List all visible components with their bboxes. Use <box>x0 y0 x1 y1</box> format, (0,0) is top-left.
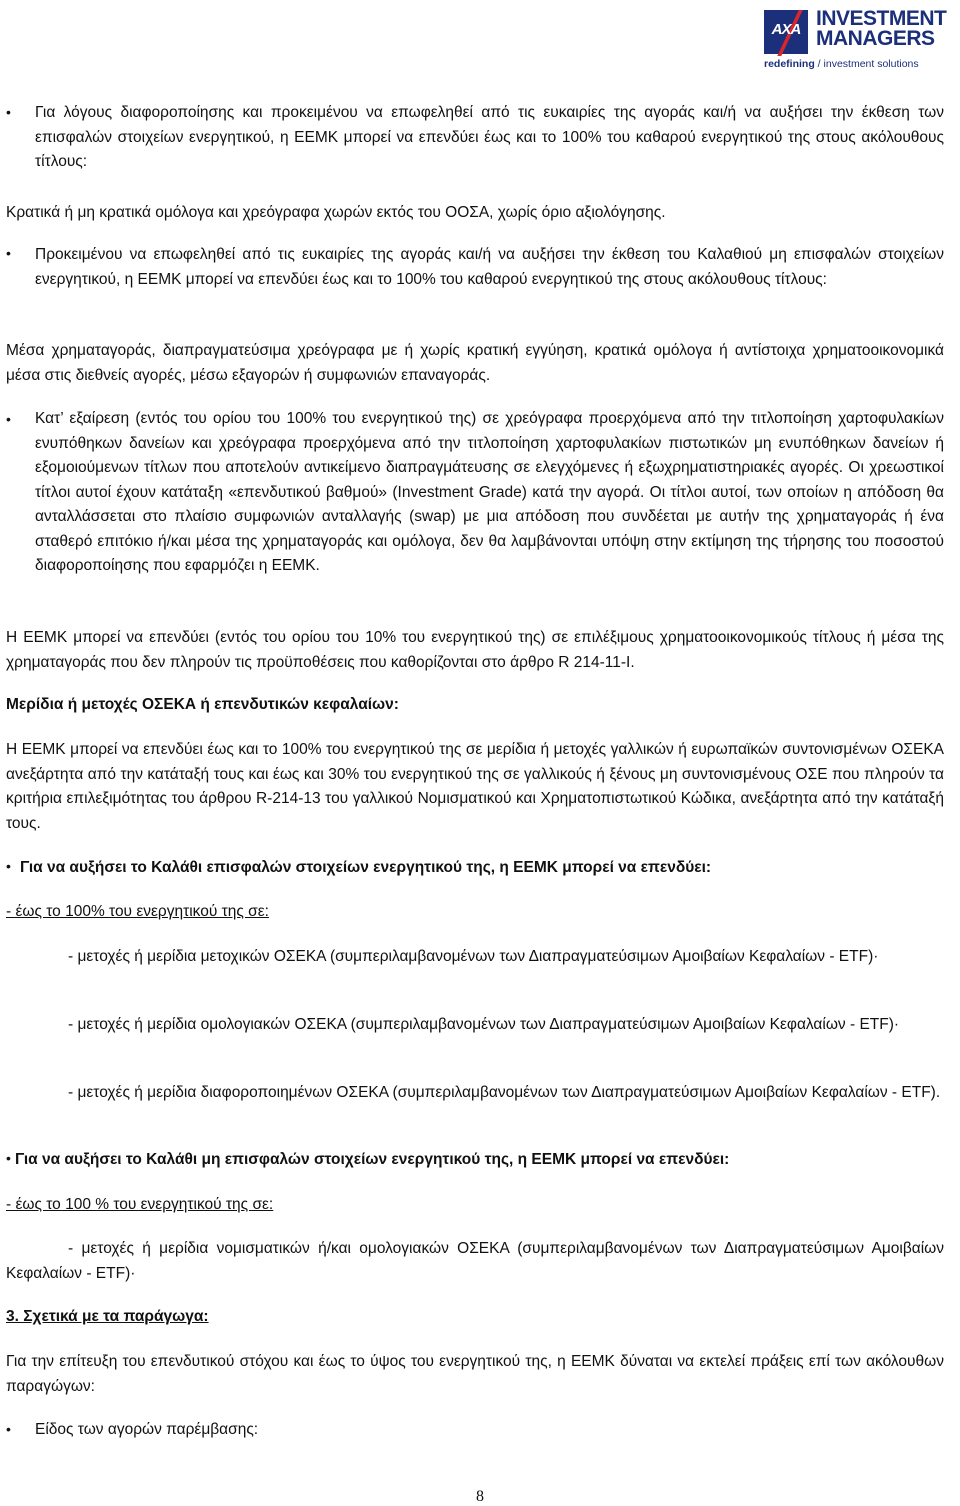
paragraph-8: Για την επίτευξη του επενδυτικού στόχου και έως το ύψος του ενεργητικού της, η ΕΕΜΚ δύναται να εκτελεί πράξεις επί των ακόλουθων παραγώγων: <box>6 1353 944 1395</box>
paragraph-2: Κρατικά ή μη κρατικά ομόλογα και χρεόγραφα χωρών εκτός του ΟΟΣΑ, χωρίς όριο αξιολόγησης. <box>6 204 666 221</box>
subheading-up-to-100: - έως το 100% του ενεργητικού της σε: <box>6 903 269 920</box>
dash-item-1: - μετοχές ή μερίδια μετοχικών ΟΣΕΚΑ (συμπεριλαμβανομένων των Διαπραγματεύσιμων Αμοιβαίων Κεφαλαίων - ETF)· <box>68 948 879 965</box>
page-number: 8 <box>476 1488 484 1505</box>
brand-line-1: INVESTMENT <box>816 7 947 30</box>
subheading-up-to-100-b: - έως το 100 % του ενεργητικού της σε: <box>6 1196 274 1213</box>
bullet-icon: • <box>6 411 11 427</box>
axa-im-logo <box>764 6 956 70</box>
paragraph-3-text: Προκειμένου να επωφεληθεί από τις ευκαιρίες της αγοράς και/ή να αυξήσει την έκθεση του Καλαθιού μη επισφαλών στοιχείων ενεργητικού, η ΕΕΜΚ μπορεί να επενδύει έως και το 100% του καθαρού ενεργητικού της στους ακόλουθους τίτλους: <box>35 246 944 288</box>
paragraph-5: Κατ’ εξαίρεση (εντός του ορίου του 100% του ενεργητικού της) σε χρεόγραφα προερχόμενα από την τιτλοποίηση χαρτοφυλακίων ενυπόθηκων δανείων και χρεόγραφα προερχόμενα από την τιτλοποίηση χαρτοφυλακίων πιστωτικών μη ενυπόθηκων δανείων ή εξομοιούμενων τίτλων που αποτελούν αντικείμενο διαπραγμάτευσης σε ελεγχόμενες ή εξωχρηματιστηριακές αγορές. Οι χρεωστικοί τίτλοι αυτοί έχουν κατάταξη «επενδυτικού βαθμού» (Investment Grade) κατά την αγορά. Οι τίτλοι αυτοί, των οποίων η απόδοση θα ανταλλάσσεται στο πλαίσιο συμφωνιών ανταλλαγής (swap) με μια απόδοση που συνδέεται με αυτήν της χρηματαγοράς ή ένα σταθερό επιτόκιο ή/και μέσα της χρηματαγοράς και ομόλογα, δεν θα λαμβάνονται υπόψη στην εκτίμηση της τήρησης του ποσοστού διαφοροποίησης που εφαρμόζει η ΕΕΜΚ. <box>35 410 944 574</box>
paragraph-1: Για λόγους διαφοροποίησης και προκειμένου να επωφεληθεί από τις ευκαιρίες της αγοράς και/ή να αυξήσει την έκθεση των επισφαλών στοιχείων ενεργητικού, η ΕΕΜΚ μπορεί να επενδύει έως και το 100% του καθαρού ενεργητικού της στους ακόλουθους τίτλους: <box>35 104 944 170</box>
paragraph-7: Η ΕΕΜΚ μπορεί να επενδύει έως και το 100% του ενεργητικού της σε μερίδια ή μετοχές γαλλικών ή ευρωπαϊκών συντονισμένων ΟΣΕΚΑ ανεξάρτητα από την κατάταξή τους και έως και 30% του ενεργητικού της σε γαλλικούς ή ξένους μη συντονισμένους ΟΣΕ που πληρούν τα κριτήρια επιλεξιμότητας του άρθρου R-214-13 του γαλλικού Νομισματικού και Χρηματοπιστωτικού Κώδικα, ανεξάρτητα από την κατάταξή τους. <box>6 741 944 832</box>
bullet-icon: • <box>6 1150 11 1166</box>
heading-nonrisky-basket: Για να αυξήσει το Καλάθι μη επισφαλών στοιχείων ενεργητικού της, η ΕΕΜΚ μπορεί να επενδύει: <box>15 1151 730 1168</box>
heading-risky-basket: Για να αυξήσει το Καλάθι επισφαλών στοιχείων ενεργητικού της, η ΕΕΜΚ μπορεί να επενδύει: <box>20 859 712 876</box>
brand-tagline <box>764 58 919 70</box>
axa-logo-text: AXA <box>771 21 801 38</box>
dash-item-2: - μετοχές ή μερίδια ομολογιακών ΟΣΕΚΑ (συμπεριλαμβανομένων των Διαπραγματεύσιμων Αμοιβαίων Κεφαλαίων - ETF)· <box>68 1016 900 1033</box>
paragraph-6: Η ΕΕΜΚ μπορεί να επενδύει (εντός του ορίου του 10% του ενεργητικού της) σε επιλέξιμους χρηματοοικονομικούς τίτλους ή μέσα της χρηματαγοράς που δεν πληρούν τις προϋποθέσεις που καθορίζονται στο άρθρο R 214-11-I. <box>6 629 944 671</box>
paragraph-4: Μέσα χρηματαγοράς, διαπραγματεύσιμα χρεόγραφα με ή χωρίς κρατική εγγύηση, κρατικά ομόλογα ή αντίστοιχα χρηματοοικονομικά μέσα στις διεθνείς αγορές, μέσω εξαγορών ή συμφωνιών επαναγοράς. <box>6 342 944 384</box>
tagline-bold: redefining <box>764 58 815 70</box>
paragraph-9: Είδος των αγορών παρέμβασης: <box>35 1421 259 1438</box>
bullet-icon: • <box>6 1421 11 1437</box>
bullet-icon: • <box>6 104 11 120</box>
tagline-rest: / investment solutions <box>814 58 919 70</box>
brand-line-2: MANAGERS <box>816 27 935 50</box>
paragraph-3 <box>0 243 960 292</box>
heading-osek-units: Μερίδια ή μετοχές ΟΣΕΚΑ ή επενδυτικών κεφαλαίων: <box>6 696 399 713</box>
dash-item-4: - μετοχές ή μερίδια νομισματικών ή/και ομολογιακών ΟΣΕΚΑ (συμπεριλαμβανομένων των Διαπραγματεύσιμων Αμοιβαίων Κεφαλαίων - ETF)· <box>6 1240 944 1282</box>
heading-derivatives: 3. Σχετικά με τα παράγωγα: <box>6 1308 209 1325</box>
bullet-icon: • <box>6 858 11 874</box>
bullet-icon: • <box>6 245 11 261</box>
dash-item-3: - μετοχές ή μερίδια διαφοροποιημένων ΟΣΕΚΑ (συμπεριλαμβανομένων των Διαπραγματεύσιμων Αμοιβαίων Κεφαλαίων - ETF). <box>68 1084 941 1101</box>
